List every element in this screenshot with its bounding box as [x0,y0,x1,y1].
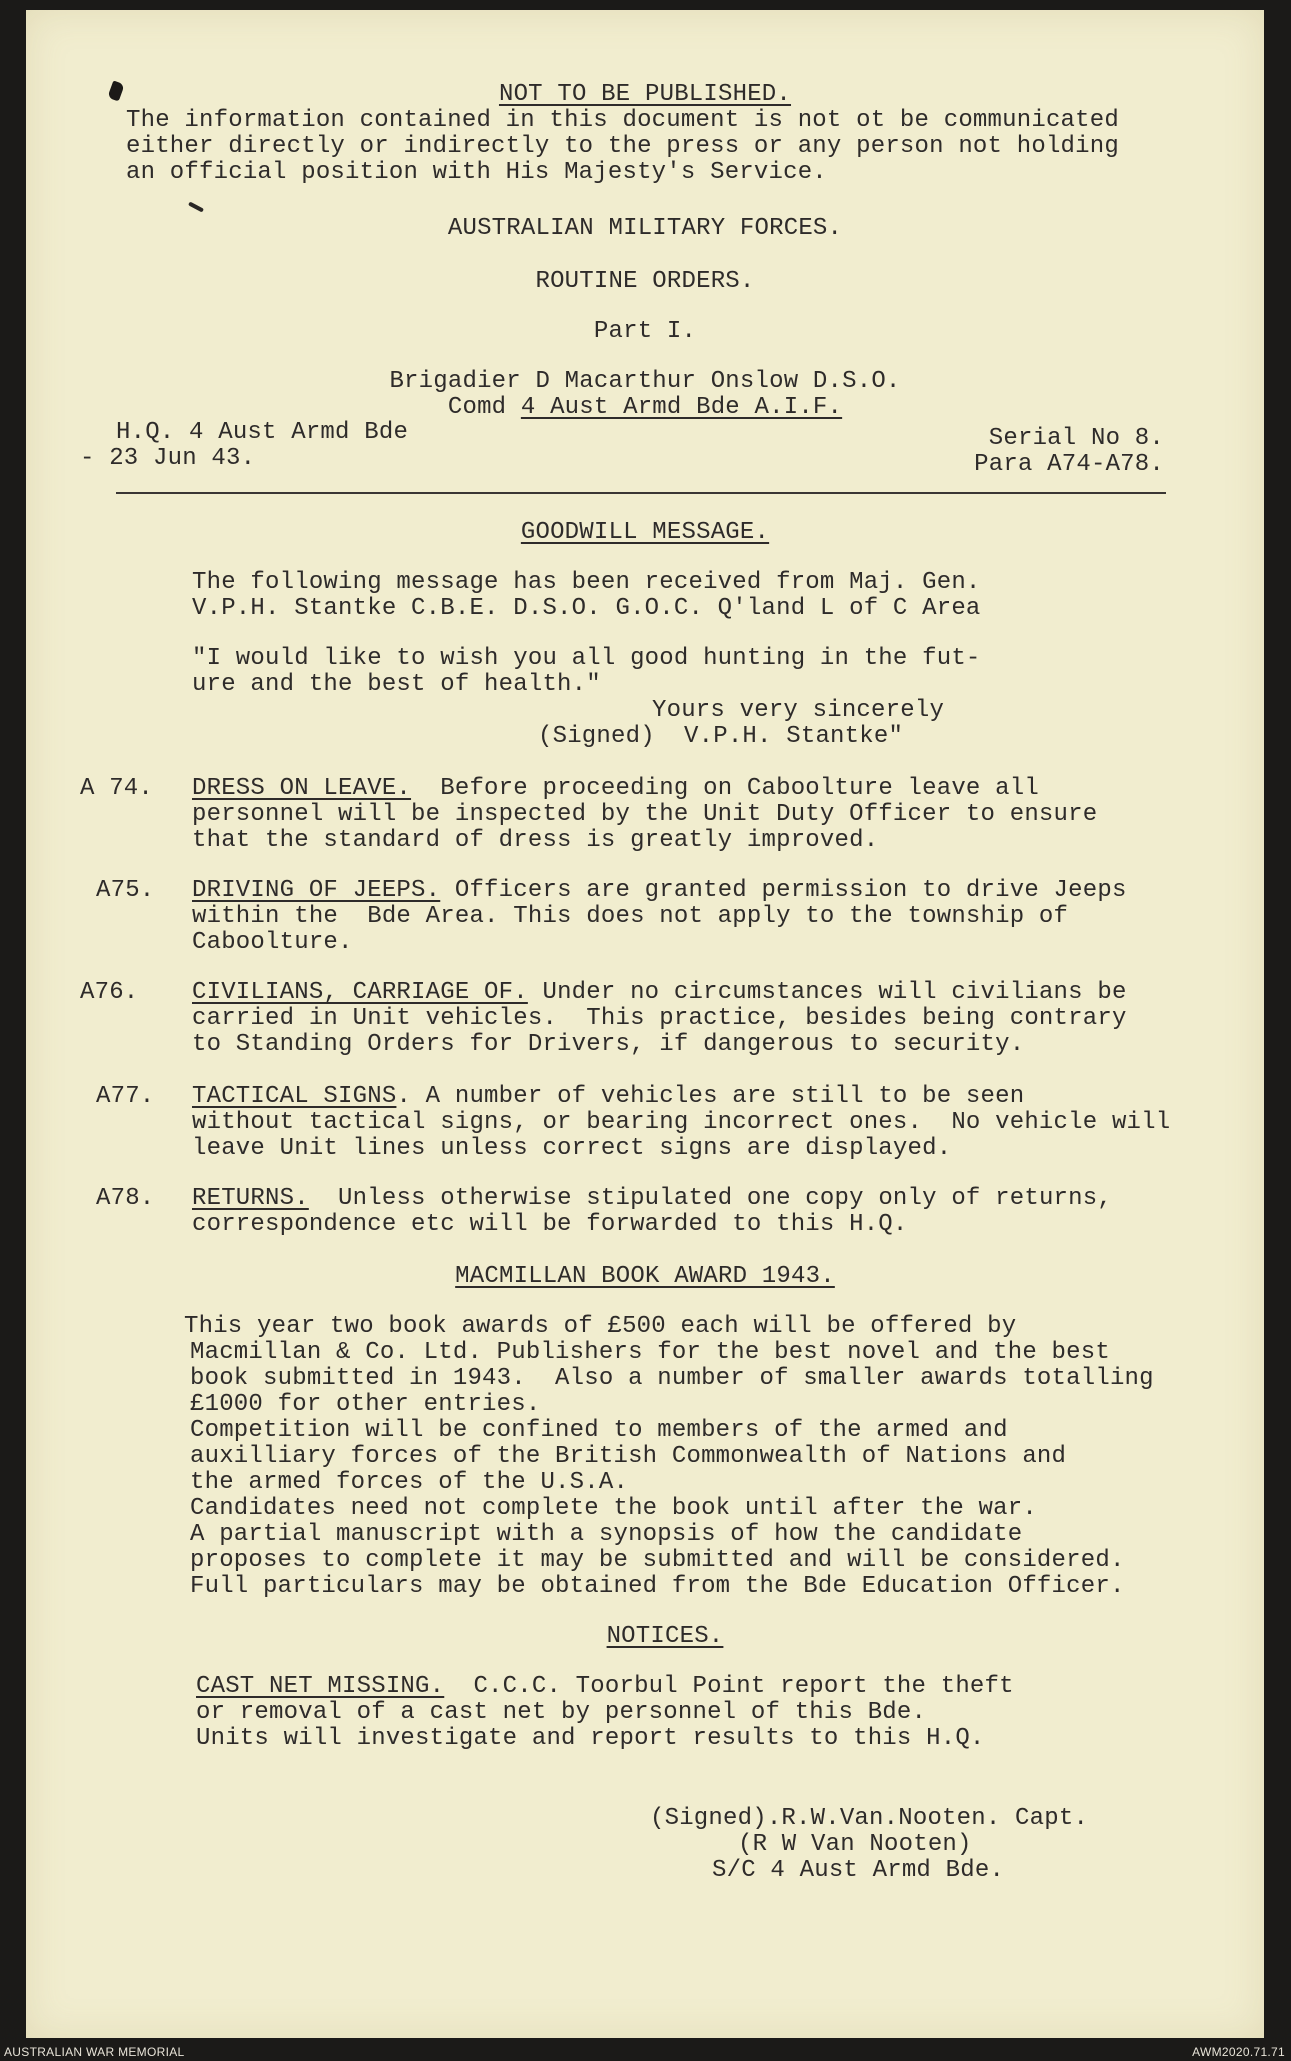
order-text: Under no circumstances will civilians be [527,979,1127,1006]
notices-title: NOTICES. [606,1623,724,1650]
order-title: RETURNS. [192,1185,309,1212]
order-text: Unless otherwise stipulated one copy only of returns, [308,1185,1112,1212]
order-number: A77. [96,1083,155,1110]
order-title: DRESS ON LEAVE. [192,775,412,802]
order-text: to Standing Orders for Drivers, if dangerous to security. [192,1031,1025,1058]
order-first-line [192,878,1127,904]
goodwill-quote: "I would like to wish you all good hunting in the fut- [192,645,981,672]
para-range: Para A74-A78. [974,451,1164,478]
award-line: Candidates need not complete the book until after the war. [190,1495,1037,1522]
signature-name: (R W Van Nooten) [738,1831,972,1858]
order-text: within the Bde Area. This does not apply to the township of [192,903,1069,930]
notice-title: CAST NET MISSING. [196,1673,445,1700]
hq-label: H.Q. 4 Aust Armd Bde [116,419,409,446]
command-line [26,395,1264,421]
order-number: A 74. [80,775,154,802]
document-page [26,10,1264,2038]
order-date: - 23 Jun 43. [80,445,256,472]
commander: Brigadier D Macarthur Onslow D.S.O. [389,368,901,395]
serial-number: Serial No 8. [988,425,1164,452]
footer-credit: AUSTRALIAN WAR MEMORIAL [4,2045,185,2059]
goodwill-signed: (Signed) V.P.H. Stantke" [538,723,904,750]
order-text: carried in Unit vehicles. This practice, besides being contrary [192,1005,1127,1032]
order-number: A78. [96,1185,155,1212]
goodwill-intro: V.P.H. Stantke C.B.E. D.S.O. G.O.C. Q'land L of C Area [192,595,981,622]
org-title: AUSTRALIAN MILITARY FORCES. [447,215,843,242]
order-number: A76. [80,979,139,1006]
award-line: Macmillan & Co. Ltd. Publishers for the best novel and the best [190,1339,1110,1366]
award-line: A partial manuscript with a synopsis of how the candidate [190,1521,1023,1548]
restriction-line: The information contained in this document is not ot be communicated [126,107,1119,134]
signature-signed: (Signed).R.W.Van.Nooten. Capt. [650,1805,1089,1832]
command-prefix: Comd [447,394,521,421]
order-title: TACTICAL SIGNS [192,1083,397,1110]
order-first-line [192,776,1039,802]
award-line: the armed forces of the U.S.A. [190,1469,629,1496]
command-unit: 4 Aust Armd Bde A.I.F. [520,394,843,421]
order-text: correspondence etc will be forwarded to this H.Q. [192,1211,908,1238]
order-text: personnel will be inspected by the Unit Duty Officer to ensure [192,801,1098,828]
order-first-line [192,1186,1112,1212]
order-text: leave Unit lines unless correct signs are displayed. [192,1135,952,1162]
order-text: that the standard of dress is greatly improved. [192,827,879,854]
order-text: . A number of vehicles are still to be seen [396,1083,1025,1110]
notice-first-line [196,1674,1014,1700]
award-line: book submitted in 1943. Also a number of smaller awards totalling [190,1365,1154,1392]
signature-role: S/C 4 Aust Armd Bde. [712,1857,1005,1884]
goodwill-quote: ure and the best of health." [192,671,601,698]
award-line: proposes to complete it may be submitted and will be considered. [190,1547,1125,1574]
award-title: MACMILLAN BOOK AWARD 1943. [455,1263,835,1290]
header-divider [116,492,1166,494]
goodwill-closing: Yours very sincerely [652,697,945,724]
award-line: auxilliary forces of the British Commonwealth of Nations and [190,1443,1067,1470]
doc-type: ROUTINE ORDERS. [535,268,755,295]
restriction-line: an official position with His Majesty's Service. [126,159,827,186]
award-line: £1000 for other entries. [190,1391,541,1418]
award-line: Competition will be confined to members of the armed and [190,1417,1008,1444]
order-text: without tactical signs, or bearing incorrect ones. No vehicle will [192,1109,1171,1136]
order-title: DRIVING OF JEEPS. [192,877,441,904]
order-text: Before proceeding on Caboolture leave all [411,775,1039,802]
notice-text: Units will investigate and report results to this H.Q. [196,1725,985,1752]
order-first-line [192,980,1127,1006]
notice-text: or removal of a cast net by personnel of this Bde. [196,1699,927,1726]
ink-mark [188,201,204,212]
order-title: CIVILIANS, CARRIAGE OF. [192,979,528,1006]
goodwill-intro: The following message has been received from Maj. Gen. [192,569,981,596]
order-first-line [192,1084,1024,1110]
notice-text: C.C.C. Toorbul Point report the theft [444,1673,1014,1700]
goodwill-title: GOODWILL MESSAGE. [520,519,770,546]
part-label: Part I. [593,318,697,345]
order-text: Officers are granted permission to drive Jeeps [440,877,1127,904]
award-line: This year two book awards of £500 each will be offered by [184,1313,1017,1340]
award-line: Full particulars may be obtained from the Bde Education Officer. [190,1573,1125,1600]
footer-accession: AWM2020.71.71 [1192,2045,1285,2059]
restriction-title: NOT TO BE PUBLISHED. [498,81,792,108]
restriction-line: either directly or indirectly to the press or any person not holding [126,133,1119,160]
order-text: Caboolture. [192,929,353,956]
order-number: A75. [96,877,155,904]
